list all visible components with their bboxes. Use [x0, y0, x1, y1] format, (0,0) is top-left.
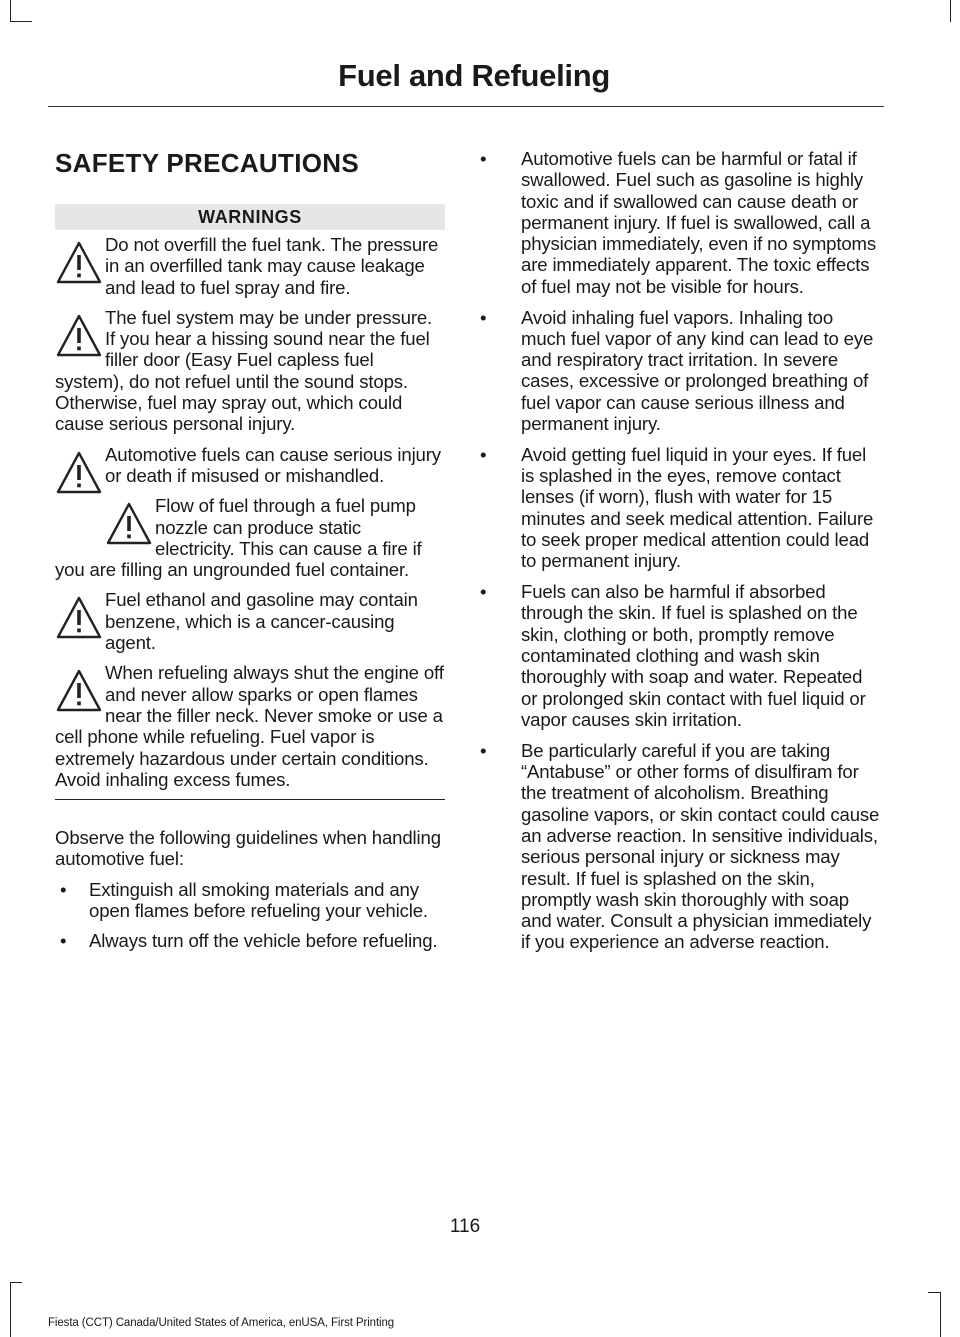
bullet: •	[480, 306, 487, 328]
warning-text: Fuel ethanol and gasoline may contain benzene, which is a cancer-causing agent.	[105, 589, 418, 654]
list-item-text: Avoid inhaling fuel vapors. Inhaling too much fuel vapor of any kind can lead to eye and respiratory tract irritation. In severe cases, excessive or prolonged breathing of fuel vapor can cause serious illness and permanent injury.	[521, 306, 874, 435]
warning-item	[55, 662, 445, 790]
list-item	[478, 581, 880, 730]
guidelines-list-left	[55, 879, 445, 952]
warning-text: Do not overfill the fuel tank. The pressure in an overfilled tank may cause leakage and lead to fuel spray and fire.	[105, 234, 439, 298]
warning-triangle-icon	[55, 448, 103, 500]
left-column	[55, 146, 445, 961]
header-divider	[48, 106, 884, 107]
warning-triangle-icon	[55, 311, 103, 363]
list-item-text: Automotive fuels can be harmful or fatal if swallowed. Fuel such as gasoline is highly toxic and if swallowed can cause death or permanent injury. If fuel is swallowed, call a physician immediately, even if no symptoms are immediately apparent. The toxic effects of fuel may not be visible for hours.	[521, 148, 877, 297]
list-item	[478, 444, 880, 572]
list-item	[55, 930, 445, 951]
bullet: •	[480, 148, 487, 169]
list-item-text: Extinguish all smoking materials and any open flames before refueling your vehicle.	[89, 878, 428, 922]
list-item	[478, 307, 880, 435]
bullet: •	[480, 739, 487, 761]
warning-item	[55, 444, 445, 487]
list-item	[478, 740, 880, 953]
list-item-text: Avoid getting fuel liquid in your eyes. If fuel is splashed in the eyes, remove contact lenses (if worn), flush with water for 15 minutes and seek medical attention. Failure to seek proper medical attention could lead to permanent injury.	[521, 443, 874, 572]
crop-mark-bottom-right-h	[928, 1292, 940, 1293]
warning-text: Automotive fuels can cause serious injury or death if misused or mishandled.	[105, 443, 441, 486]
list-item	[478, 148, 880, 297]
warning-item	[55, 234, 445, 298]
warning-triangle-icon	[55, 593, 103, 645]
crop-mark-bottom-right-v	[940, 1292, 941, 1337]
bullet: •	[480, 581, 487, 603]
crop-mark-top-right-v	[950, 0, 951, 22]
warning-triangle-icon	[55, 666, 103, 718]
crop-mark-top-left-h	[10, 21, 32, 22]
section-title: SAFETY PRECAUTIONS	[55, 148, 359, 178]
warning-item	[55, 495, 445, 580]
bullet: •	[480, 443, 487, 465]
list-item	[55, 879, 445, 922]
warning-item	[55, 589, 445, 653]
crop-mark-bottom-left-h	[10, 1282, 22, 1283]
list-item-text: Always turn off the vehicle before refueling.	[89, 930, 438, 952]
page-number: 116	[449, 1216, 481, 1237]
right-column	[478, 148, 880, 962]
list-item-text: Fuels can also be harmful if absorbed through the skin. If fuel is splashed on the skin, clothing or both, promptly remove contaminated clothing and wash skin thoroughly with soap and water. Repeated or prolonged skin contact with fuel liquid or vapor causes skin irritation.	[521, 581, 866, 730]
crop-mark-bottom-left-v	[10, 1282, 11, 1337]
bullet: •	[60, 878, 67, 900]
list-item-text: Be particularly careful if you are taking “Antabuse” or other forms of disulfiram for the treatment of alcoholism. Breathing gasoline vapors, or skin contact could cause an adverse reaction. In sensitive individuals, serious personal injury or sickness may result. If fuel is splashed on the skin, promptly wash skin thoroughly with soap and water. Consult a physician immediately if you experience an adverse reaction.	[521, 739, 880, 953]
warning-text: The fuel system may be under pressure. If you hear a hissing sound near the fuel filler door (Easy Fuel capless fuel system), do not refuel until the sound stops. Otherwise, fuel may spray out, which could cause serious personal injury.	[55, 306, 433, 435]
warning-triangle-icon	[55, 238, 103, 290]
warning-text: When refueling always shut the engine off and never allow sparks or open flames near the filler neck. Never smoke or use a cell phone while refueling. Fuel vapor is extremely hazardous under certain conditions. Avoid inhaling excess fumes.	[55, 662, 444, 790]
guidelines-list-right	[478, 148, 880, 953]
warnings-end-rule	[55, 799, 445, 800]
warnings-heading: WARNINGS	[55, 204, 445, 230]
bullet: •	[60, 930, 67, 952]
chapter-title: Fuel and Refueling	[338, 58, 610, 93]
warning-item	[55, 307, 445, 435]
guidelines-intro: Observe the following guidelines when handling automotive fuel:	[55, 827, 441, 870]
warning-text: Flow of fuel through a fuel pump nozzle can produce static electricity. This can cause a fire if you are filling an ungrounded fuel container.	[55, 495, 422, 581]
crop-mark-top-left-v	[10, 0, 11, 22]
warning-triangle-icon	[105, 499, 153, 551]
footer-edition-text: Fiesta (CCT) Canada/United States of America, enUSA, First Printing	[48, 1317, 395, 1329]
